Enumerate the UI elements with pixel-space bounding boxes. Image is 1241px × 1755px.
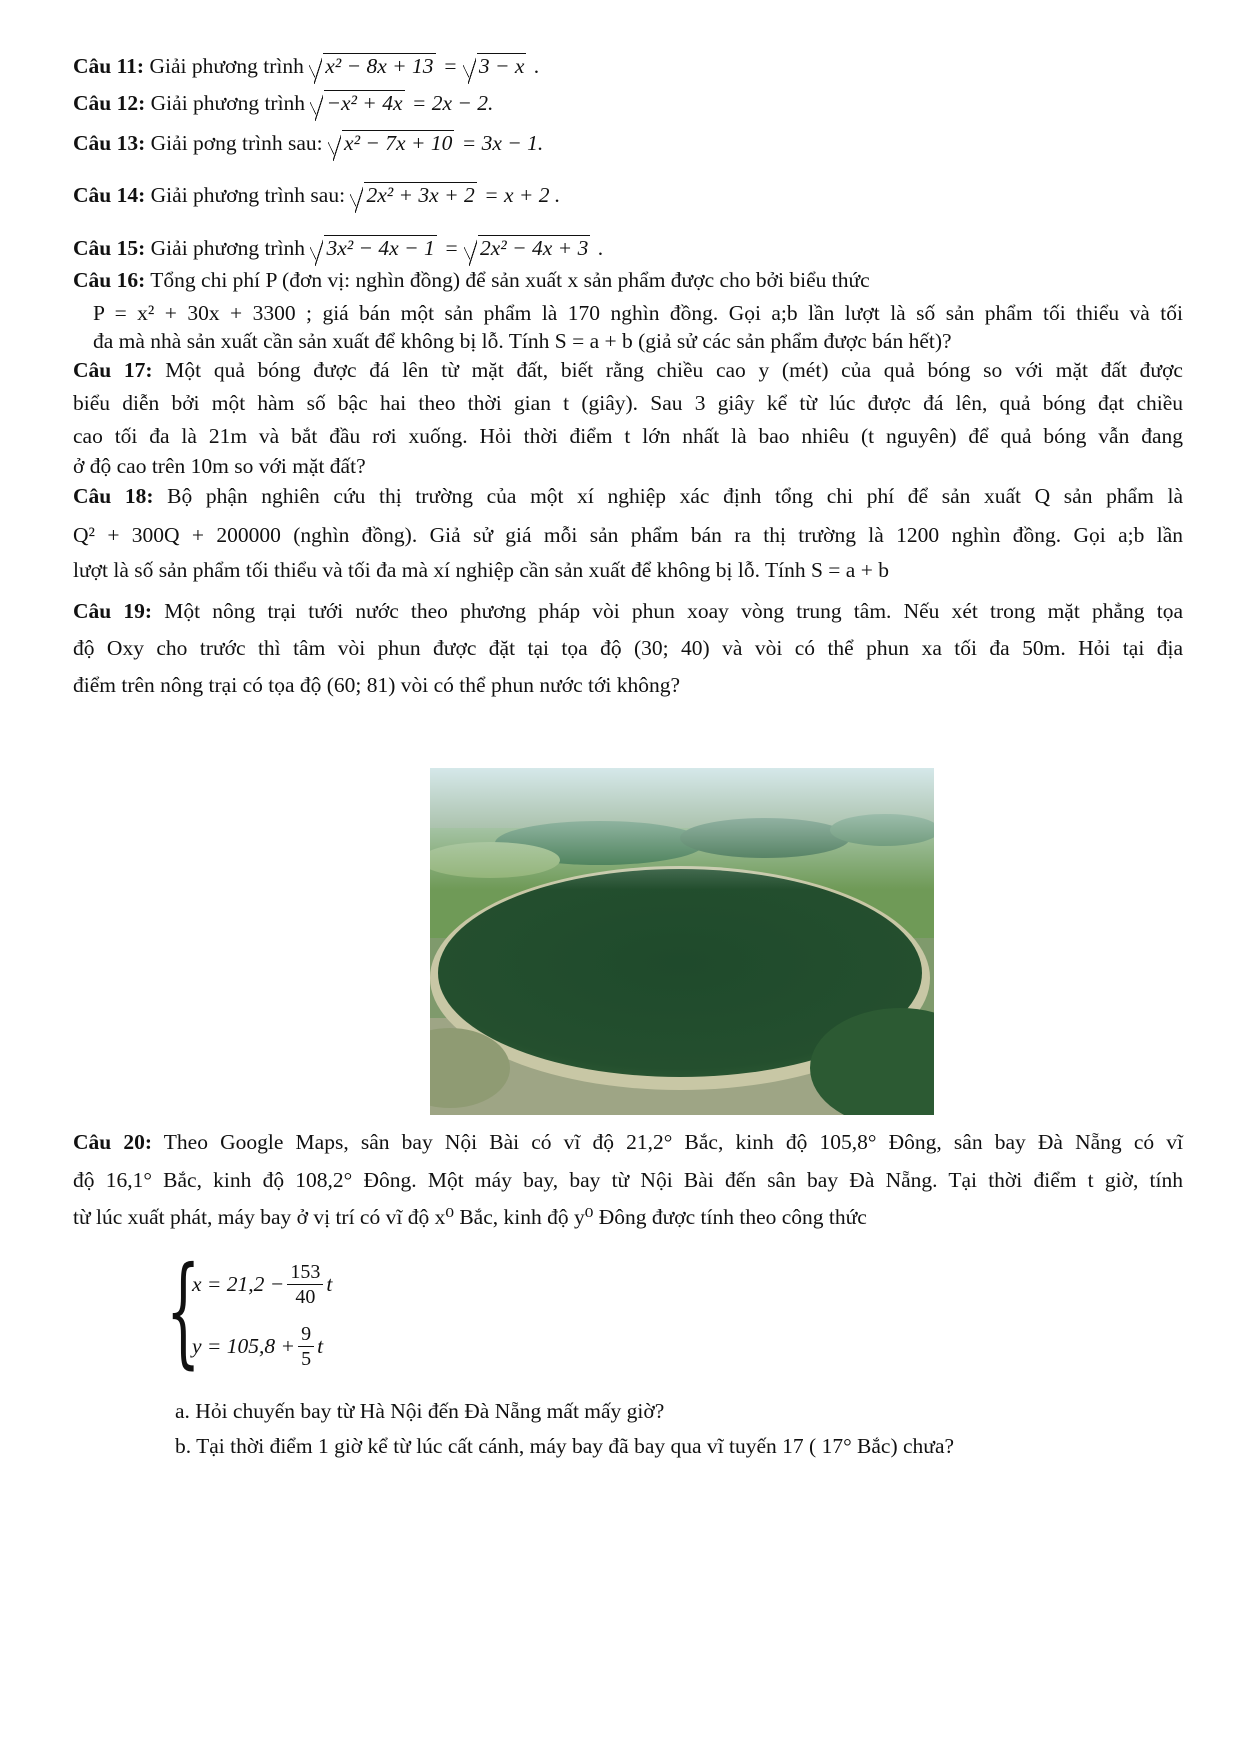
radicand: x² − 7x + 10 (344, 131, 453, 155)
question-17-line-4: ở độ cao trên 10m so với mặt đất? (73, 454, 366, 478)
question-19-line-3: điểm trên nông trại có tọa độ (60; 81) vòi có thể phun nước tới không? (73, 673, 680, 697)
question-17 (73, 356, 1183, 384)
punctuation: . (592, 236, 604, 260)
equation-x (192, 1260, 332, 1309)
question-text: Tổng chi phí P (đơn vị: nghìn đồng) để sản xuất x sản phẩm được cho bởi biểu thức (145, 268, 870, 292)
numerator: 153 (287, 1260, 323, 1285)
question-20-part-b: b. Tại thời điểm 1 giờ kể từ lúc cất cánh, máy bay đã bay qua vĩ tuyến 17 ( 17° Bắc) chưa? (175, 1434, 955, 1458)
question-label: Câu 11: (73, 54, 145, 78)
sqrt-expression (328, 129, 454, 157)
radicand: 2x² + 3x + 2 (366, 183, 475, 207)
equals-sign: = (438, 236, 465, 260)
punctuation: . (528, 54, 540, 78)
question-20-line-2: độ 16,1° Bắc, kinh độ 108,2° Đông. Một máy bay, bay từ Nội Bài đến sân bay Đà Nẵng. Tại thời điểm t giờ, tính (73, 1168, 1183, 1192)
question-label: Câu 19: (73, 599, 153, 623)
question-19 (73, 597, 1183, 625)
equals-sign: = (437, 54, 463, 78)
question-17-line-2: biểu diễn bởi một hàm số bậc hai theo thời gian t (giây). Sau 3 giây kể từ lúc được đá lên, quả bóng đạt chiều (73, 391, 1183, 415)
sqrt-expression (309, 52, 435, 80)
question-text: Giải phương trình (145, 236, 311, 260)
question-text: Giải phương trình (145, 91, 311, 115)
question-text: Một quả bóng được đá lên từ mặt đất, biết rằng chiều cao y (mét) của quả bóng so với mặt đất được (152, 358, 1183, 382)
question-20-part-a: a. Hỏi chuyến bay từ Hà Nội đến Đà Nẵng mất mấy giờ? (175, 1399, 665, 1423)
radicand: 3 − x (478, 54, 525, 78)
sqrt-expression (463, 52, 527, 80)
question-label: Câu 18: (73, 484, 154, 508)
denominator: 5 (301, 1348, 312, 1370)
question-label: Câu 13: (73, 131, 146, 155)
question-label: Câu 14: (73, 183, 146, 207)
variable-t: t (317, 1334, 324, 1358)
irrigation-field-photo (430, 768, 934, 1115)
question-20-line-3: từ lúc xuất phát, máy bay ở vị trí có vĩ độ x⁰ Bắc, kinh độ y⁰ Đông được tính theo công thức (73, 1205, 867, 1229)
question-label: Câu 17: (73, 358, 153, 382)
sqrt-expression (310, 89, 404, 117)
question-label: Câu 15: (73, 236, 146, 260)
question-16-line-3: đa mà nhà sản xuất cần sản xuất để không bị lỗ. Tính S = a + b (giả sử các sản phẩm được bán hết)? (93, 329, 952, 353)
right-hand-side: = 2x − 2. (406, 91, 494, 115)
question-11 (73, 52, 1183, 80)
denominator: 40 (295, 1286, 316, 1308)
question-19-line-2: độ Oxy cho trước thì tâm vòi phun được đặt tại tọa độ (30; 40) và vòi có thể phun xa tối đa 50m. Hỏi tại địa (73, 636, 1183, 660)
question-text: Giải phương trình (144, 54, 310, 78)
radicand: 3x² − 4x − 1 (326, 236, 435, 260)
sqrt-expression (310, 234, 436, 262)
question-18-line-3: lượt là số sản phẩm tối thiểu và tối đa mà xí nghiệp cần sản xuất để không bị lỗ. Tính S = a + b (73, 558, 889, 582)
question-text: Bộ phận nghiên cứu thị trường của một xí nghiệp xác định tổng chi phí để sản xuất Q sản phẩm là (153, 484, 1183, 508)
question-17-line-3: cao tối đa là 21m và bắt đầu rơi xuống. Hỏi thời điểm t lớn nhất là bao nhiêu (t nguyên) để quả bóng vẫn đang (73, 424, 1183, 448)
question-18 (73, 482, 1183, 510)
question-label: Câu 16: (73, 268, 146, 292)
question-15 (73, 234, 1183, 262)
radicand: −x² + 4x (326, 91, 403, 115)
numerator: 9 (298, 1322, 314, 1347)
question-label: Câu 12: (73, 91, 146, 115)
right-hand-side: = 3x − 1. (456, 131, 544, 155)
sqrt-expression (464, 234, 590, 262)
sqrt-expression (350, 181, 476, 209)
question-12 (73, 89, 1183, 117)
question-text: Theo Google Maps, sân bay Nội Bài có vĩ độ 21,2° Bắc, kinh độ 105,8° Đông, sân bay Đà Nẵng có vĩ (152, 1130, 1183, 1154)
fraction (287, 1260, 323, 1309)
equation-system (166, 1242, 426, 1382)
variable-t: t (326, 1272, 333, 1296)
question-text: Giải phương trình sau: (145, 183, 351, 207)
fraction (298, 1322, 314, 1371)
radicand: x² − 8x + 13 (325, 54, 434, 78)
question-18-line-2: Q² + 300Q + 200000 (nghìn đồng). Giả sử giá mỗi sản phẩm bán ra thị trường là 1200 nghìn đồng. Gọi a;b lần (73, 523, 1183, 547)
question-text: Một nông trại tưới nước theo phương pháp vòi phun xoay vòng trung tâm. Nếu xét trong mặt phẳng tọa (152, 599, 1183, 623)
question-14 (73, 181, 1183, 209)
radicand: 2x² − 4x + 3 (480, 236, 589, 260)
question-label: Câu 20: (73, 1130, 153, 1154)
equation-lhs: x = 21,2 − (192, 1272, 285, 1296)
irrigation-field-illustration (430, 768, 934, 1115)
equation-y (192, 1322, 323, 1371)
right-hand-side: = x + 2 . (478, 183, 561, 207)
question-16-line-2: P = x² + 30x + 3300 ; giá bán một sản phẩm là 170 nghìn đồng. Gọi a;b lần lượt là số sản phẩm tối thiểu và tối (93, 301, 1183, 325)
question-16 (73, 266, 1183, 294)
equation-lhs: y = 105,8 + (192, 1334, 296, 1358)
question-13 (73, 129, 1183, 157)
question-20 (73, 1128, 1183, 1156)
left-brace: { (166, 1242, 201, 1381)
question-text: Giải pơng trình sau: (145, 131, 329, 155)
